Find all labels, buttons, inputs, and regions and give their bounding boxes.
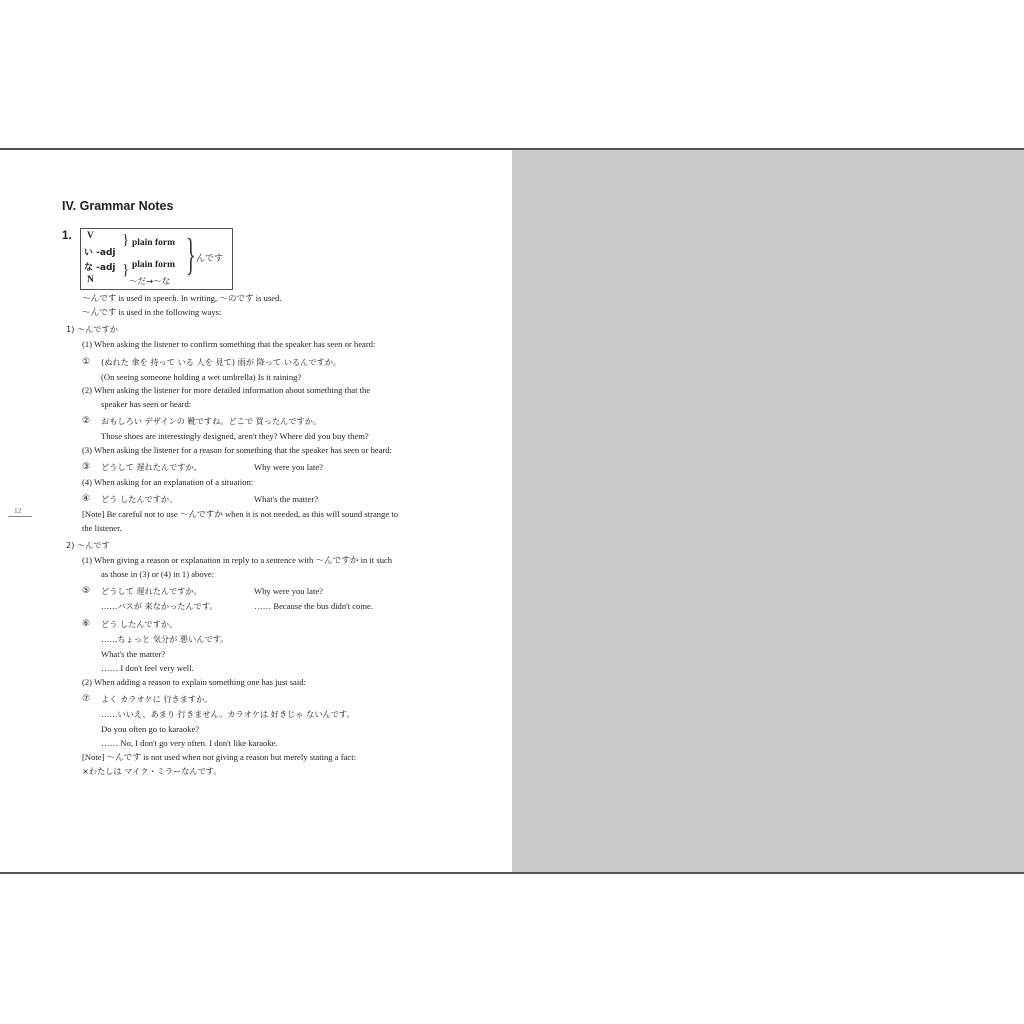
example-7-english: Do you often go to karaoke? (101, 724, 200, 734)
example-7-reply-japanese: ……いいえ、あまり 行きません。カラオケは 好きじゃ ないんです。 (101, 709, 355, 719)
example-6-reply-japanese: ……ちょっと 気分が 悪いんです。 (101, 634, 229, 644)
example-3-english: Why were you late? (254, 462, 323, 472)
intro-line-2: ～んです is used in the following ways: (82, 307, 222, 317)
part2-note-line-1: [Note] ～んです is not used when not giving a reason but merely stating a fact: (82, 752, 356, 762)
example-1-english: (On seeing someone holding a wet umbrella) Is it raining? (101, 372, 302, 382)
note-number: 1. (62, 230, 72, 242)
part1-title: 1) ～んですか (66, 324, 118, 334)
part1-point-2-line-2: speaker has seen or heard: (101, 399, 192, 409)
big-brace: } (186, 230, 196, 279)
example-7-reply-english: …… No, I don't go very often. I don't like karaoke. (101, 738, 278, 748)
form-row-na-adj: な -adj (84, 263, 116, 273)
example-7-number: ⑦ (82, 694, 91, 704)
example-1-japanese: (ぬれた 傘を 持って いる 人を 見て) 雨が 降って いるんですか。 (101, 357, 342, 367)
example-4-japanese: どう したんですか。 (101, 494, 178, 504)
part1-point-2-line-1: (2) When asking the listener for more detailed information about something that the (82, 385, 371, 395)
part2-title: 2) ～んです (66, 540, 110, 550)
example-6-reply-english: …… I don't feel very well. (101, 663, 194, 673)
example-4-english: What's the matter? (254, 494, 319, 504)
part2-point-1-line-2: as those in (3) or (4) in 1) above: (101, 569, 215, 579)
example-6-number: ⑥ (82, 619, 91, 629)
part1-point-4: (4) When asking for an explanation of a situation: (82, 477, 254, 487)
brace-2: } (122, 262, 130, 278)
form-row-verb: V (87, 231, 94, 241)
plain-form-label-1: plain form (132, 238, 176, 248)
part2-note-line-2: ×わたしは マイク・ミラーなんです。 (82, 766, 222, 776)
part1-point-3: (3) When asking the listener for a reason for something that the speaker has seen or heard: (82, 445, 393, 455)
part1-note-line-2: the listener. (82, 523, 122, 533)
example-6-japanese: どう したんですか。 (101, 619, 178, 629)
example-5-japanese: どうして 遅れたんですか。 (101, 586, 202, 596)
plain-form-label-2: plain form (132, 260, 176, 270)
ndesu-suffix: んです (196, 254, 224, 264)
page-number-rule (8, 516, 32, 517)
part1-point-1: (1) When asking the listener to confirm something that the speaker has seen or heard: (82, 339, 376, 349)
intro-line-1: ～んです is used in speech. In writing, ～のです is used. (82, 293, 282, 303)
example-7-japanese: よく カラオケに 行きますか。 (101, 694, 213, 704)
na-change-label: ～だ→～な (129, 277, 171, 287)
blank-facing-page (512, 150, 1024, 872)
example-2-english: Those shoes are interestingly designed, aren't they? Where did you buy them? (101, 431, 369, 441)
example-5-number: ⑤ (82, 586, 91, 596)
example-5-reply-japanese: ……バスが 来なかったんです。 (101, 601, 218, 611)
section-heading: IV. Grammar Notes (62, 199, 174, 213)
example-6-english: What's the matter? (101, 649, 166, 659)
example-2-number: ② (82, 416, 91, 426)
example-4-number: ④ (82, 494, 91, 504)
bottom-rule (0, 872, 1024, 874)
brace-1: } (122, 232, 130, 248)
example-5-reply-english: …… Because the bus didn't come. (254, 601, 373, 611)
part2-point-2: (2) When adding a reason to explain something one has just said: (82, 677, 306, 687)
example-2-japanese: おもしろい デザインの 靴ですね。どこで 買ったんですか。 (101, 416, 322, 426)
form-box (80, 228, 233, 290)
example-5-english: Why were you late? (254, 586, 323, 596)
form-row-i-adj: い -adj (84, 248, 116, 258)
part2-point-1-line-1: (1) When giving a reason or explanation in reply to a sentence with ～んですか in it such (82, 555, 393, 565)
part1-note-line-1: [Note] Be careful not to use ～んですか when it is not needed, as this will sound strange to (82, 509, 399, 519)
form-row-noun: N (87, 275, 94, 285)
example-3-number: ③ (82, 462, 91, 472)
example-1-number: ① (82, 357, 91, 367)
example-3-japanese: どうして 遅れたんですか。 (101, 462, 202, 472)
page-number: 12 (14, 506, 22, 515)
